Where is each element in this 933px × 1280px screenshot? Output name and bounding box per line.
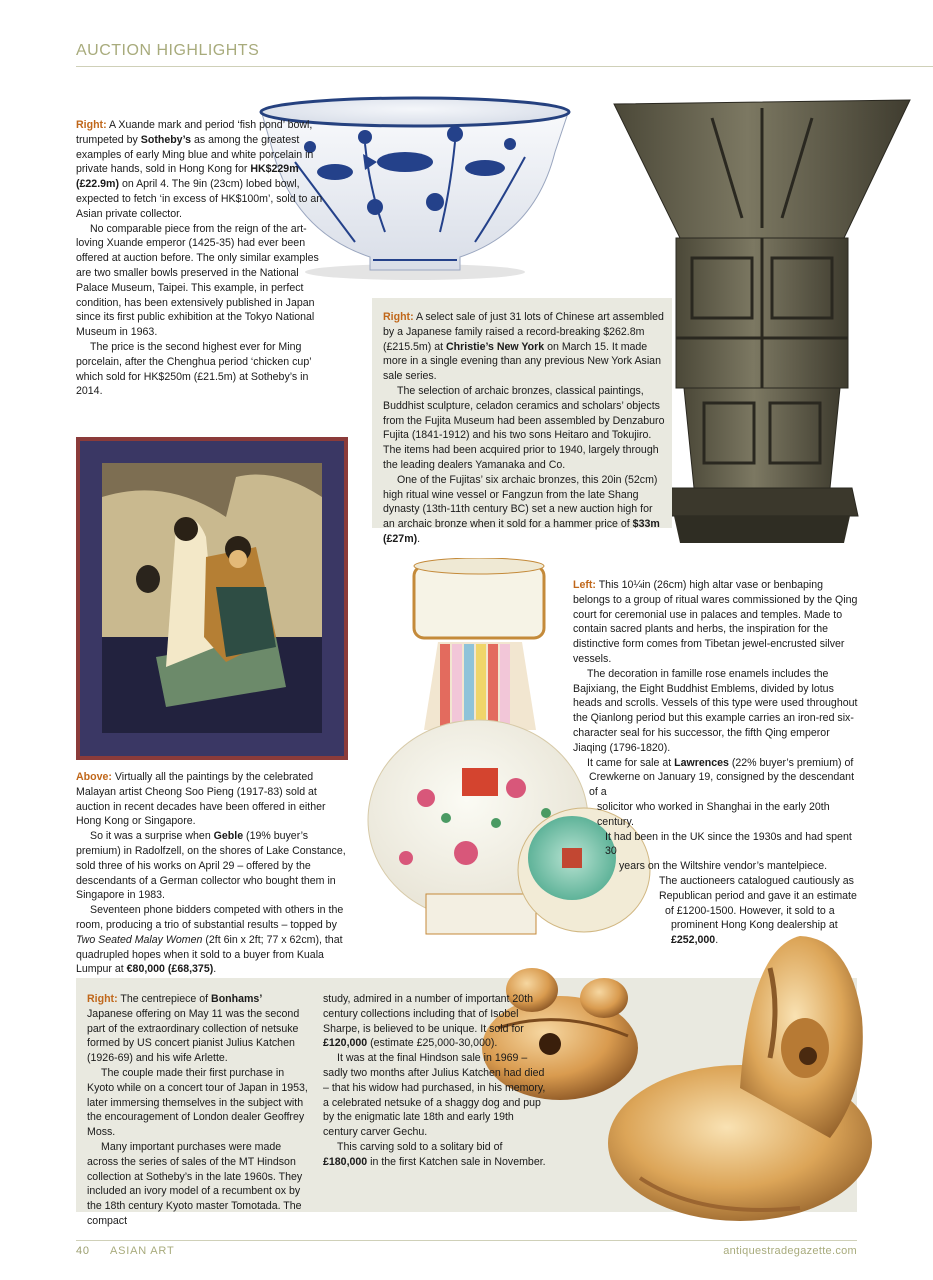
vase-caption-line4: It had been in the UK since the 1930s and had spent 30 [605,830,852,858]
footer-website: antiquestradegazette.com [723,1245,857,1257]
vase-caption-line3: solicitor who worked in Shanghai in the early 20th century. [597,800,830,828]
header-rule [76,66,933,67]
christies-caption-p1: Right: A select sale of just 31 lots of Chinese art assembled by a Japanese family raised a record-breaking $262.8m (£215.5m) at Christie’s New York on March 15. It made more in a single evening than any previous New York Asian sale series. [383,311,664,383]
footer-section-label: ASIAN ART [110,1245,175,1257]
footer-rule [76,1240,857,1241]
netsuke-recumbent-ox-image [600,928,875,1228]
page-number: 40 [76,1245,90,1257]
christies-caption [383,310,665,547]
painting-two-seated-malay-women [76,437,348,760]
vase-caption [573,578,863,948]
vase-caption-line5: years on the Wiltshire vendor’s mantelpiece. [619,860,828,873]
vase-caption-line10: £252,000. [671,934,719,947]
vase-caption-line1: It came for sale at Lawrences (22% buyer’s premium) of [587,756,854,769]
christies-caption-p3: One of the Fujitas’ six archaic bronzes, this 20in (52cm) high ritual wine vessel or Fangzun from the late Shang dynasty (13th-11th century BC) set a new auction high for an archaic bronze when it sold for a hammer price of $33m (£27m). [383,473,660,545]
bowl-caption-p1: Right: A Xuande mark and period ‘fish pond’ bowl, trumpeted by Sotheby’s as among the greatest examples of early Ming blue and white porcelain in private hands, sold in Hong Kong for HK$229m (£22.9m) on April 4. The 9in (23cm) lobed bowl, expected to fetch ‘in excess of HK$100m’, sold to an Asian private collector. [76,119,323,220]
vase-caption-line7: Republican period and gave it an estimate [659,889,857,902]
section-header: AUCTION HIGHLIGHTS [76,42,260,59]
painting-caption [76,770,348,977]
netsuke-caption-p2: The couple made their first purchase in Kyoto while on a concert tour of Japan in 1953, later immersing themselves in the subject with the encouragement of London dealer Geoffrey Moss. [87,1066,308,1139]
vase-caption-line6: The auctioneers catalogued cautiously as [659,874,854,887]
christies-caption-p2: The selection of archaic bronzes, classical paintings, Buddhist sculpture, celadon ceramics and scholars’ objects from the Fujita Museum had been assembled by Denzaburo Fujita (1841-1912) and his two sons Heitaro and Tokujiro. The items had been acquired prior to 1940, largely through the leading dealers Yamanaka and Co. [383,384,665,471]
netsuke-caption-col1 [87,992,309,1229]
netsuke-caption-p6: This carving sold to a solitary bid of £180,000 in the first Katchen sale in November. [323,1140,546,1168]
netsuke-caption-col2 [323,992,549,1170]
painting-caption-p3: Seventeen phone bidders competed with others in the room, producing a trio of substantial results – topped by Two Seated Malay Women (2ft 6in x 2ft; 77 x 62cm), that quadrupled hopes when it sold to a buyer from Kuala Lumpur at €80,000 (£68,375). [76,904,344,976]
bowl-caption-p3: The price is the second highest ever for Ming porcelain, after the Chenghua period ‘chicken cup’ which sold for HK$250m (£21.5m) at Sotheby’s in 2014. [76,340,312,398]
vase-caption-line9: prominent Hong Kong dealership at [671,919,838,932]
vase-caption-p2: The decoration in famille rose enamels includes the Bajixiang, the Eight Buddhist Emblems, divided by lotus heads and scrolls. Vessels of this type were used throughout the Qianlong period but this example carries an iron-red six-character seal for his successor, the fifth Qing emperor Jiaqing (1796-1820). [573,667,858,754]
netsuke-caption-p1: Right: The centrepiece of Bonhams’ Japanese offering on May 11 was the second part of the extraordinary collection of netsuke formed by US concert pianist Julius Katchen (1926-69) and his wife Arlette. [87,993,300,1065]
painting-caption-p2: So it was a surprise when Geble (19% buyer’s premium) in Radolfzell, on the shores of Lake Constance, sold three of his works on April 29 – offered by the descendants of a German collector who bought them in Singapore in 1983. [76,830,346,902]
bowl-caption [76,118,324,399]
vase-caption-line2: Crewkerne on January 19, consigned by the descendant of a [589,771,855,799]
netsuke-caption-p5: It was at the final Hindson sale in 1969 – sadly two months after Julius Katchen had died – that his widow had purchased, in his memory, a celebrated netsuke of a shaggy dog and pup by the enigmatic late 18th and early 19th century carver Gechu. [323,1052,546,1139]
painting-caption-p1: Above: Virtually all the paintings by the celebrated Malayan artist Cheong Soo Pieng (1917-83) sold at auction in recent decades have been offered in either Hong Kong or Singapore. [76,771,326,828]
vase-caption-line8: of £1200-1500. However, it sold to a [665,904,835,917]
vase-caption-p1: Left: This 10¼in (26cm) high altar vase or benbaping belongs to a group of ritual wares commissioned by the Qing court for ceremonial use in palaces and temples. Made to contain sacred plants and herbs, the inspiration for the distinctive form comes from Tibetan jewel-encrusted silver vessels. [573,579,858,665]
netsuke-caption-p4: study, admired in a number of important 20th century collections including that of Isobel Sharpe, is believed to be unique. It sold for £120,000 (estimate £25,000-30,000). [323,993,534,1050]
bowl-caption-p2: No comparable piece from the reign of the art-loving Xuande emperor (1425-35) had ever been offered at auction before. The only similar examples are two smaller bowls preserved in the National Palace Museum, Taipei. This example, in perfect condition, has been extensively published in Japan since its first public exhibition at the Tokyo National Museum in 1963. [76,222,319,339]
netsuke-caption-p3: Many important purchases were made across the series of sales of the MT Hindson collection at Sotheby’s in the late 1960s. They included an ivory model of a recumbent ox by the 18th century Kyoto master Tomotada. The compact [87,1140,303,1227]
